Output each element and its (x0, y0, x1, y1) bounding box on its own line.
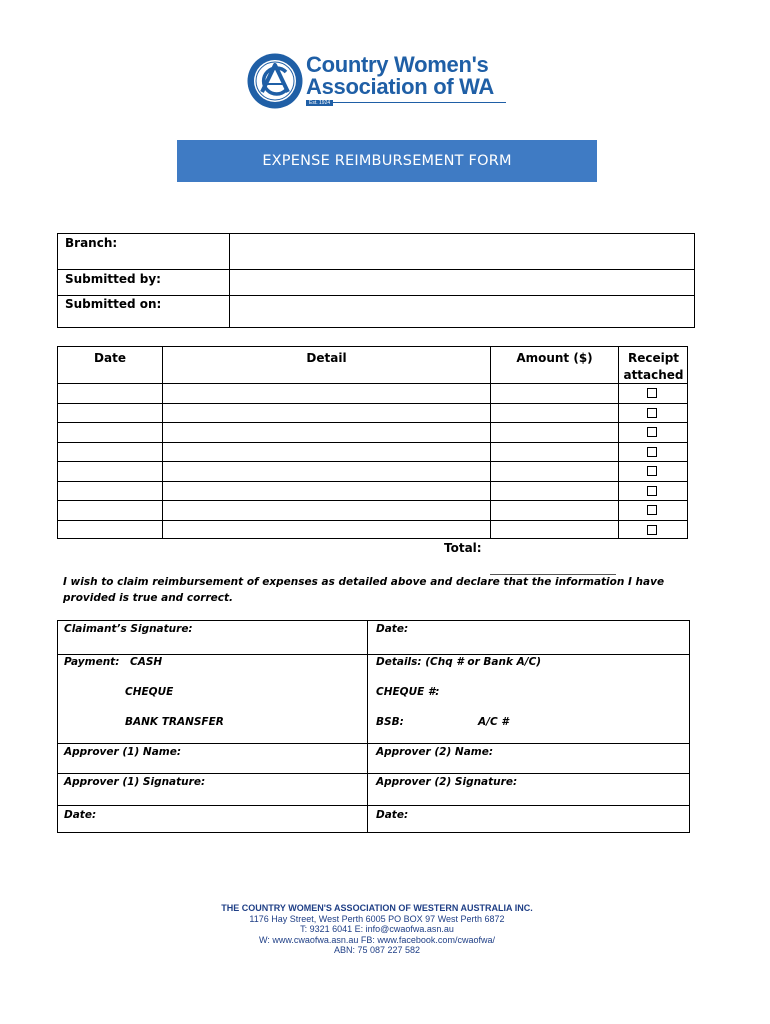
form-title: EXPENSE REIMBURSEMENT FORM (177, 140, 597, 182)
header-date: Date (94, 351, 126, 365)
approver2-date-label: Date: (376, 809, 409, 821)
total-label: Total: (444, 541, 482, 555)
logo-title-line2: Association of WA (306, 74, 495, 99)
expense-detail-cell[interactable] (163, 404, 490, 423)
receipt-checkbox[interactable] (647, 388, 657, 398)
approver1-name-label: Approver (1) Name: (64, 746, 182, 758)
signature-table (57, 620, 690, 833)
receipt-checkbox[interactable] (647, 408, 657, 418)
expense-detail-cell[interactable] (163, 384, 490, 403)
expense-table (57, 346, 688, 539)
footer-address: 1176 Hay Street, West Perth 6005 PO BOX 97 West Perth 6872 (249, 913, 505, 924)
receipt-checkbox[interactable] (647, 427, 657, 437)
payment-label: Payment: (64, 656, 120, 668)
payment-cash-option[interactable]: CASH (130, 656, 163, 668)
logo-est-label: Est. 1924 (306, 100, 333, 106)
approver2-signature-label: Approver (2) Signature: (376, 776, 518, 788)
expense-amount-cell[interactable] (491, 521, 618, 540)
receipt-checkbox[interactable] (647, 447, 657, 457)
expense-amount-cell[interactable] (491, 423, 618, 442)
expense-detail-cell[interactable] (163, 443, 490, 462)
expense-date-cell[interactable] (58, 482, 162, 501)
approver1-signature-label: Approver (1) Signature: (64, 776, 206, 788)
expense-detail-cell[interactable] (163, 521, 490, 540)
header-amount: Amount ($) (516, 351, 593, 365)
expense-amount-cell[interactable] (491, 404, 618, 423)
declaration-text: I wish to claim reimbursement of expenses as detailed above and declare that the information I have provided is true and correct. (63, 576, 665, 604)
expense-detail-cell[interactable] (163, 423, 490, 442)
expense-date-cell[interactable] (58, 501, 162, 520)
bsb-label: BSB: (376, 716, 404, 728)
expense-amount-cell[interactable] (491, 462, 618, 481)
expense-date-cell[interactable] (58, 384, 162, 403)
receipt-checkbox[interactable] (647, 466, 657, 476)
expense-amount-cell[interactable] (491, 501, 618, 520)
cwa-seal-logo (246, 52, 304, 110)
footer (150, 903, 604, 956)
header-detail: Detail (306, 351, 347, 365)
footer-abn: ABN: 75 087 227 582 (333, 945, 421, 956)
expense-date-cell[interactable] (58, 404, 162, 423)
expense-date-cell[interactable] (58, 521, 162, 540)
cheque-number-label: CHEQUE #: (376, 686, 440, 698)
branch-field[interactable] (230, 234, 695, 269)
branch-label: Branch: (65, 236, 118, 250)
submitted-on-field[interactable] (230, 296, 695, 327)
receipt-checkbox[interactable] (647, 505, 657, 515)
payment-bank-option[interactable]: BANK TRANSFER (125, 716, 224, 728)
footer-org: THE COUNTRY WOMEN'S ASSOCIATION OF WESTERN AUSTRALIA INC. (221, 903, 533, 913)
claim-date-label: Date: (376, 623, 409, 635)
footer-web: W: www.cwaofwa.asn.au FB: www.facebook.com/cwaofwa/ (259, 934, 495, 945)
receipt-checkbox[interactable] (647, 486, 657, 496)
logo-title-line1: Country Women's (306, 52, 489, 77)
branch-info-table (57, 233, 695, 328)
submitted-by-label: Submitted by: (65, 272, 161, 286)
expense-amount-cell[interactable] (491, 443, 618, 462)
submitted-by-field[interactable] (230, 270, 695, 295)
claimant-signature-label: Claimant’s Signature: (64, 623, 193, 635)
header-receipt: Receipt attached (623, 351, 684, 382)
submitted-on-label: Submitted on: (65, 297, 162, 311)
payment-details-label: Details: (Chq # or Bank A/C) (376, 656, 542, 668)
approver1-date-label: Date: (64, 809, 97, 821)
expense-detail-cell[interactable] (163, 501, 490, 520)
account-number-label: A/C # (478, 716, 509, 728)
expense-date-cell[interactable] (58, 443, 162, 462)
expense-date-cell[interactable] (58, 423, 162, 442)
receipt-checkbox[interactable] (647, 525, 657, 535)
expense-amount-cell[interactable] (491, 482, 618, 501)
expense-detail-cell[interactable] (163, 482, 490, 501)
expense-date-cell[interactable] (58, 462, 162, 481)
footer-contact: T: 9321 6041 E: info@cwaofwa.asn.au (300, 924, 454, 935)
logo-established (306, 100, 506, 106)
expense-amount-cell[interactable] (491, 384, 618, 403)
expense-detail-cell[interactable] (163, 462, 490, 481)
payment-cheque-option[interactable]: CHEQUE (125, 686, 174, 698)
approver2-name-label: Approver (2) Name: (376, 746, 494, 758)
